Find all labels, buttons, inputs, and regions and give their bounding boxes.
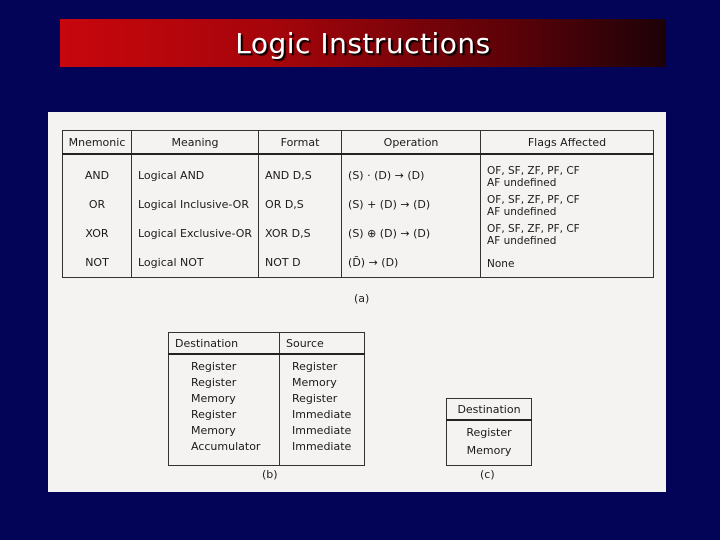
cell-destination: Register	[169, 407, 280, 423]
operand-table-c	[446, 398, 532, 466]
cell-meaning: Logical AND	[132, 161, 259, 190]
header-meaning: Meaning	[132, 131, 259, 155]
cell-meaning: Logical Exclusive-OR	[132, 219, 259, 248]
flags-line: AF undefined	[487, 205, 557, 218]
cell-format: NOT D	[259, 248, 342, 278]
flags-line: None	[487, 257, 515, 270]
cell-operation: (S) · (D) → (D)	[342, 161, 481, 190]
flags-line: OF, SF, ZF, PF, CF	[487, 193, 580, 206]
cell-meaning: Logical Inclusive-OR	[132, 190, 259, 219]
table-row	[169, 423, 365, 439]
cell-source: Immediate	[280, 407, 365, 423]
logic-instructions-table	[62, 130, 654, 278]
title-bar	[60, 19, 666, 67]
header-operation: Operation	[342, 131, 481, 155]
cell-meaning: Logical NOT	[132, 248, 259, 278]
cell-flags	[481, 248, 654, 278]
cell-source: Memory	[280, 375, 365, 391]
scanned-figure	[48, 112, 666, 492]
caption-b: (b)	[262, 468, 278, 481]
cell-flags	[481, 190, 654, 219]
cell-destination: Register	[169, 354, 280, 375]
table-row	[447, 420, 532, 442]
cell-destination: Memory	[447, 442, 532, 466]
cell-operation: (D̄) → (D)	[342, 248, 481, 278]
cell-mnemonic: NOT	[63, 248, 132, 278]
table-header-row	[169, 333, 365, 355]
cell-mnemonic: OR	[63, 190, 132, 219]
table-row	[169, 439, 365, 466]
header-destination: Destination	[447, 399, 532, 421]
flags-line: OF, SF, ZF, PF, CF	[487, 164, 580, 177]
header-mnemonic: Mnemonic	[63, 131, 132, 155]
cell-destination: Memory	[169, 391, 280, 407]
table-row	[447, 442, 532, 466]
operand-table-b	[168, 332, 365, 466]
table-row	[63, 248, 654, 278]
flags-line: AF undefined	[487, 176, 557, 189]
table-row	[169, 354, 365, 375]
cell-source: Immediate	[280, 439, 365, 466]
cell-mnemonic: XOR	[63, 219, 132, 248]
header-source: Source	[280, 333, 365, 355]
header-destination: Destination	[169, 333, 280, 355]
cell-format: OR D,S	[259, 190, 342, 219]
flags-line: OF, SF, ZF, PF, CF	[487, 222, 580, 235]
cell-flags	[481, 219, 654, 248]
cell-destination: Memory	[169, 423, 280, 439]
table-header-row	[63, 131, 654, 155]
cell-operation: (S) + (D) → (D)	[342, 190, 481, 219]
cell-operation: (S) ⊕ (D) → (D)	[342, 219, 481, 248]
table-row	[169, 375, 365, 391]
cell-source: Register	[280, 354, 365, 375]
flags-line: AF undefined	[487, 234, 557, 247]
table-row	[169, 407, 365, 423]
cell-destination: Accumulator	[169, 439, 280, 466]
cell-source: Immediate	[280, 423, 365, 439]
cell-source: Register	[280, 391, 365, 407]
caption-a: (a)	[354, 292, 370, 305]
table-row	[63, 190, 654, 219]
table-header-row	[447, 399, 532, 421]
table-row	[63, 161, 654, 190]
cell-destination: Register	[447, 420, 532, 442]
cell-format: XOR D,S	[259, 219, 342, 248]
slide-title: Logic Instructions	[235, 26, 491, 60]
caption-c: (c)	[480, 468, 495, 481]
cell-format: AND D,S	[259, 161, 342, 190]
cell-flags	[481, 161, 654, 190]
table-row	[169, 391, 365, 407]
header-format: Format	[259, 131, 342, 155]
cell-destination: Register	[169, 375, 280, 391]
table-row	[63, 219, 654, 248]
header-flags: Flags Affected	[481, 131, 654, 155]
cell-mnemonic: AND	[63, 161, 132, 190]
